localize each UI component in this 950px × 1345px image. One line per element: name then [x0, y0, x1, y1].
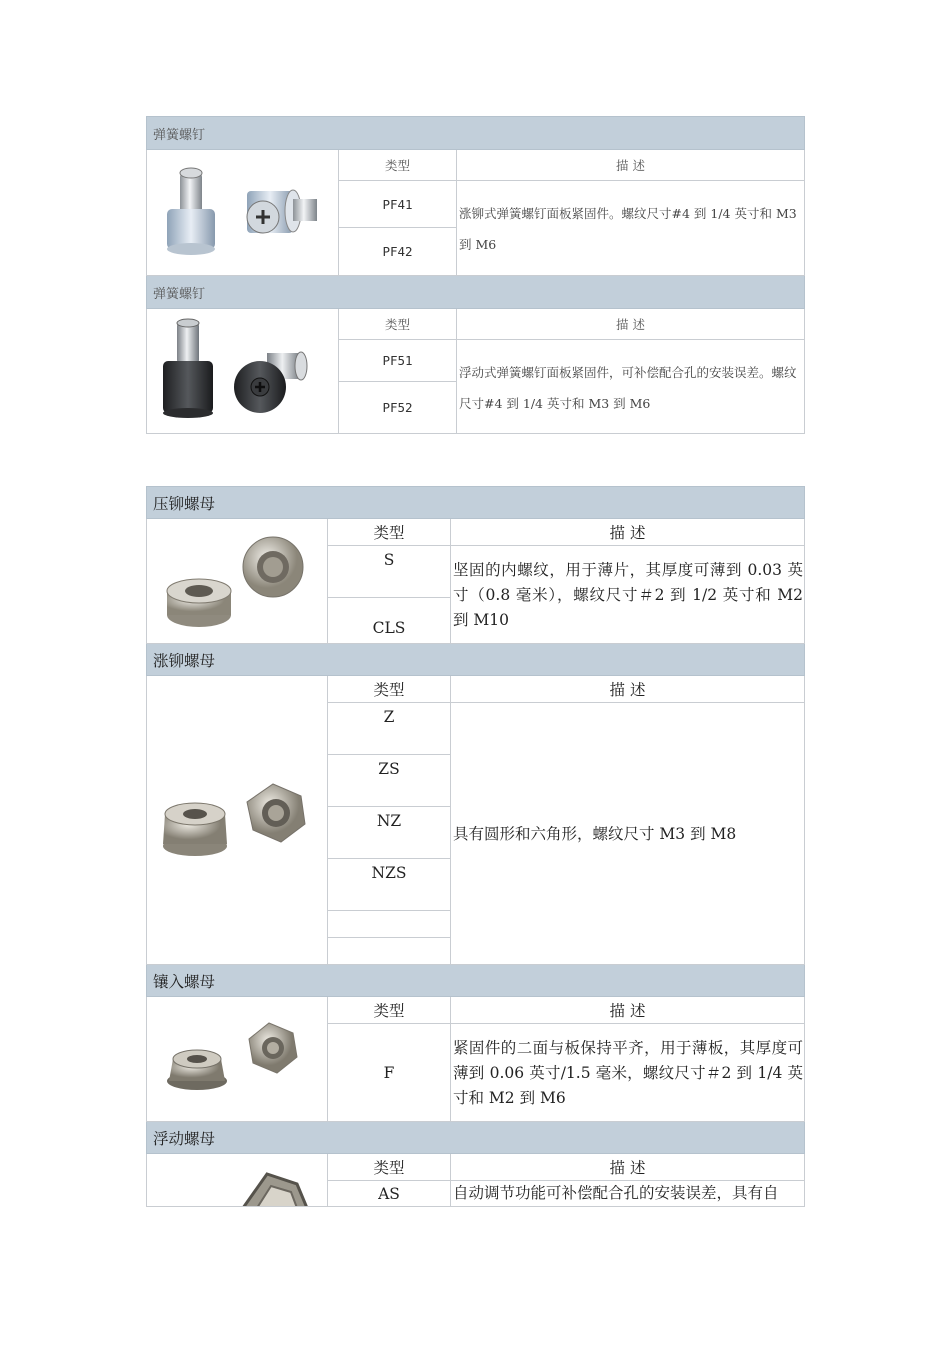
section-header — [147, 965, 805, 997]
column-header-type: 类型 — [328, 519, 451, 546]
column-header-type: 类型 — [339, 309, 457, 340]
product-image-clinch-nut — [147, 519, 328, 644]
column-header-description: 描 述 — [451, 1154, 805, 1181]
column-header-type: 类型 — [328, 676, 451, 703]
product-image-spring-screw — [147, 150, 339, 276]
column-header-type: 类型 — [339, 150, 457, 181]
section-title: 弹簧螺钉 — [147, 117, 805, 150]
type-cell: ZS — [328, 755, 451, 807]
section-title: 镶入螺母 — [147, 965, 805, 997]
type-cell: NZS — [328, 859, 451, 911]
product-image-flush-nut — [147, 997, 328, 1122]
column-header-description: 描 述 — [451, 676, 805, 703]
column-header-description: 描 述 — [457, 150, 805, 181]
section-title: 压铆螺母 — [147, 487, 805, 519]
description-cell: 坚固的内螺纹，用于薄片，其厚度可薄到 0.03 英寸（0.8 毫米），螺纹尺寸＃2 到 1/2 英寸和 M2 到 M10 — [451, 546, 805, 644]
nut-table — [146, 486, 805, 1207]
type-cell-empty — [328, 911, 451, 938]
description-cell: 浮动式弹簧螺钉面板紧固件，可补偿配合孔的安装误差。螺纹尺寸#4 到 1/4 英寸和 M3 到 M6 — [457, 340, 805, 434]
type-cell: PF42 — [339, 228, 457, 276]
product-image-self-clinching-nut — [147, 676, 328, 965]
product-image-floating-nut — [147, 1154, 328, 1207]
type-cell: NZ — [328, 807, 451, 859]
type-cell: S — [328, 546, 451, 598]
description-cell: 紧固件的二面与板保持平齐，用于薄板，其厚度可薄到 0.06 英寸/1.5 毫米，螺纹尺寸＃2 到 1/4 英寸和 M2 到 M6 — [451, 1024, 805, 1122]
section-header — [147, 117, 805, 150]
product-image-floating-spring-screw — [147, 309, 339, 434]
type-cell: AS — [328, 1181, 451, 1207]
section-header — [147, 276, 805, 309]
column-header-description: 描 述 — [457, 309, 805, 340]
type-cell: PF51 — [339, 340, 457, 382]
type-cell: CLS — [328, 598, 451, 644]
description-cell: 自动调节功能可补偿配合孔的安装误差，具有自 — [451, 1181, 805, 1207]
section-header — [147, 487, 805, 519]
type-cell-empty — [328, 938, 451, 965]
section-title: 浮动螺母 — [147, 1122, 805, 1154]
description-cell: 涨铆式弹簧螺钉面板紧固件。螺纹尺寸#4 到 1/4 英寸和 M3 到 M6 — [457, 181, 805, 276]
section-title: 涨铆螺母 — [147, 644, 805, 676]
column-header-description: 描 述 — [451, 997, 805, 1024]
column-header-type: 类型 — [328, 1154, 451, 1181]
type-cell: PF52 — [339, 382, 457, 434]
spring-screw-table — [146, 116, 805, 434]
column-header-description: 描 述 — [451, 519, 805, 546]
type-cell: Z — [328, 703, 451, 755]
type-cell: PF41 — [339, 181, 457, 228]
section-header — [147, 1122, 805, 1154]
description-cell: 具有圆形和六角形，螺纹尺寸 M3 到 M8 — [451, 703, 805, 965]
type-cell: F — [328, 1024, 451, 1122]
column-header-type: 类型 — [328, 997, 451, 1024]
section-header — [147, 644, 805, 676]
section-title: 弹簧螺钉 — [147, 276, 805, 309]
